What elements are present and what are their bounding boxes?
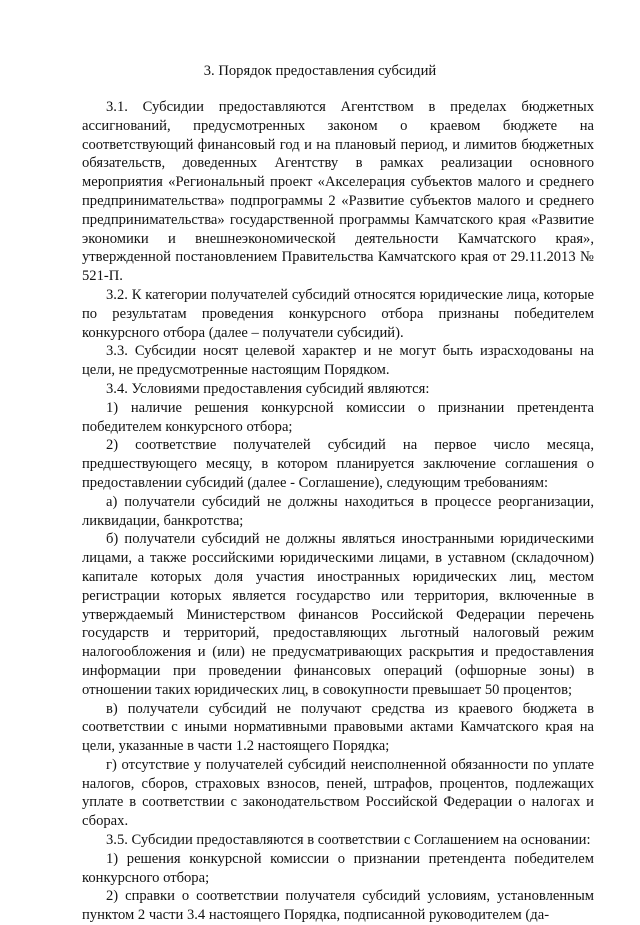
paragraph-3-4-item-2-b: б) получатели субсидий не должны являться иностранными юридическими лицами, а также российскими юридическими лицами, в уставном (складочном) капитале которых доля участия иностранных юридических лиц, местом регистрации которых является государство или территория, включенные в утверждаемый Министерством финансов Российской Федерации перечень государств и территорий, предоставляющих льготный налоговый режим налогообложения и (или) не предусматривающих раскрытия и предоставления информации при проведении финансовых операций (офшорные зоны) в отношении таких юридических лиц, в совокупности превышает 50 процентов; bbox=[82, 531, 594, 698]
section-title: 3. Порядок предоставления субсидий bbox=[203, 63, 437, 79]
paragraph-3-5-item-2: 2) справки о соответствии получателя субсидий условиям, установленным пунктом 2 части 3.4 настоящего Порядка, подписанной руководителем (да- bbox=[82, 888, 594, 924]
paragraph-3-4-item-1: 1) наличие решения конкурсной комиссии о признании претендента победителем конкурсного отбора; bbox=[82, 399, 594, 435]
paragraph-3-2: 3.2. К категории получателей субсидий относятся юридические лица, которые по результатам проведения конкурсного отбора признаны победителем конкурсного отбора (далее – получатели субсидий). bbox=[82, 286, 594, 341]
document-body bbox=[82, 98, 594, 925]
paragraph-3-4-item-2-g: г) отсутствие у получателей субсидий неисполненной обязанности по уплате налогов, сборов, страховых взносов, пеней, штрафов, процентов, подлежащих уплате в соответствии с законодательством Российской Федерации о налогах и сборах. bbox=[82, 756, 594, 830]
paragraph-3-5-item-1: 1) решения конкурсной комиссии о признании претендента победителем конкурсного отбора; bbox=[82, 850, 594, 886]
paragraph-3-4-item-2-a: а) получатели субсидий не должны находиться в процессе реорганизации, ликвидации, банкротства; bbox=[82, 493, 594, 529]
paragraph-3-3: 3.3. Субсидии носят целевой характер и не могут быть израсходованы на цели, не предусмотренные настоящим Порядком. bbox=[82, 343, 594, 379]
paragraph-3-5: 3.5. Субсидии предоставляются в соответствии с Соглашением на основании: bbox=[106, 832, 591, 849]
paragraph-3-4-item-2: 2) соответствие получателей субсидий на первое число месяца, предшествующего месяцу, в котором планируется заключение соглашения о предоставлении субсидий (далее - Соглашение), следующим требованиям: bbox=[82, 437, 594, 491]
paragraph-3-1: 3.1. Субсидии предоставляются Агентством в пределах бюджетных ассигнований, предусмотренных законом о краевом бюджете на соответствующий финансовый год и на плановый период, и лимитов бюджетных обязательств, доведенных Агентству в рамках реализации основного мероприятия «Региональный проект «Акселерация субъектов малого и среднего предпринимательства» подпрограммы 2 «Развитие субъектов малого и среднего предпринимательства» государственной программы Камчатского края «Развитие экономики и внешнеэкономической деятельности Камчатского края», утвержденной постановлением Правительства Камчатского края от 29.11.2013 № 521-П. bbox=[82, 99, 594, 285]
paragraph-3-4-item-2-v: в) получатели субсидий не получают средства из краевого бюджета в соответствии с иными нормативными правовыми актами Камчатского края на цели, указанные в части 1.2 настоящего Порядка; bbox=[82, 700, 594, 755]
paragraph-3-4: 3.4. Условиями предоставления субсидий являются: bbox=[106, 380, 430, 397]
